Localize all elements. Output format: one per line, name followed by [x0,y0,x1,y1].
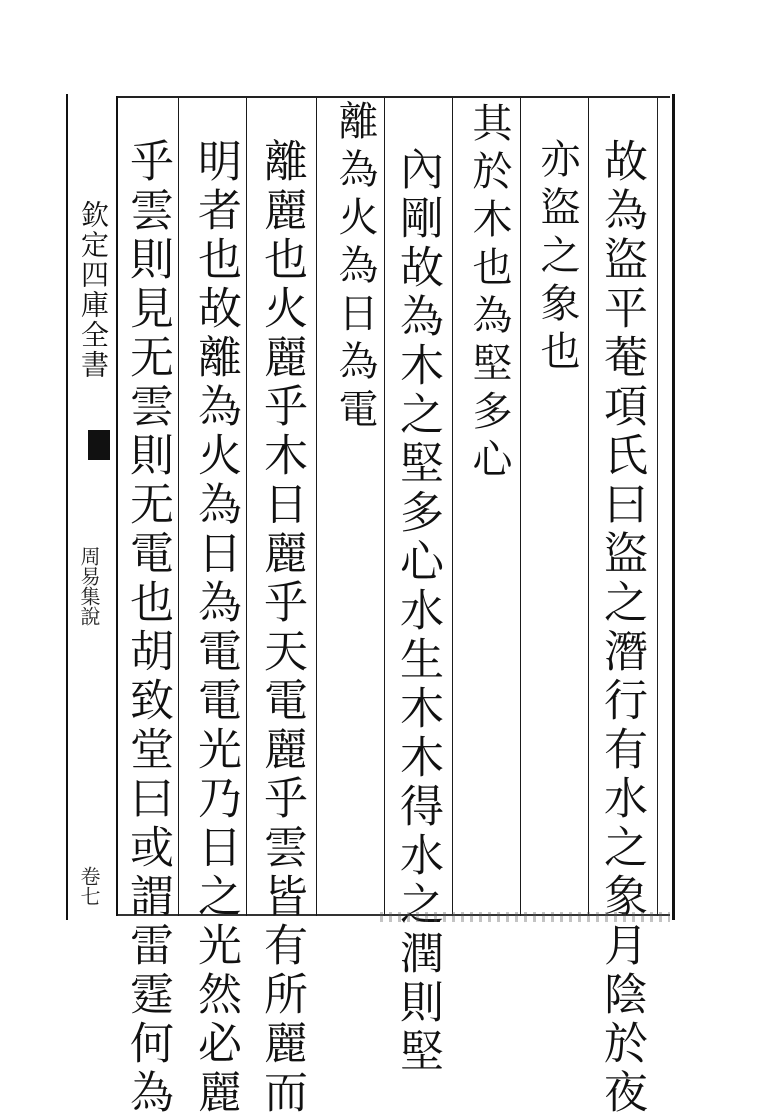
column-rule [384,98,385,916]
text-column-3: 其於木也為堅多心 [466,102,512,486]
frame-inner-right-line [657,96,658,916]
margin-volume: 卷七 [77,866,101,906]
margin-divider [116,96,118,916]
margin-book-title: 周易集說 [77,546,101,626]
scan-noise [380,912,670,922]
column-rule [588,98,589,916]
text-column-2: 亦盜之象也 [534,138,580,378]
column-rule [316,98,317,916]
text-column-5: 離為火為日為電 [332,100,378,436]
column-rule [520,98,521,916]
column-rule [178,98,179,916]
text-column-6: 離麗也火麗乎木日麗乎天電麗乎雲皆有所麗而 [256,138,307,1118]
margin-strip [68,96,116,916]
column-rule [452,98,453,916]
text-column-1: 故為盜平菴項氏曰盜之潛行有水之象月陰於夜 [596,138,647,1118]
text-column-7: 明者也故離為火為日為電電光乃日之光然必麗 [190,138,241,1118]
text-column-8: 乎雲則見无雲則无電也胡致堂曰或謂雷霆何為 [122,138,173,1118]
margin-title: 欽定四庫全書 [77,200,110,380]
fish-tail-mark [88,430,110,460]
column-rule [246,98,247,916]
text-column-4: 內剛故為木之堅多心水生木木得水之潤則堅 [392,146,443,1077]
